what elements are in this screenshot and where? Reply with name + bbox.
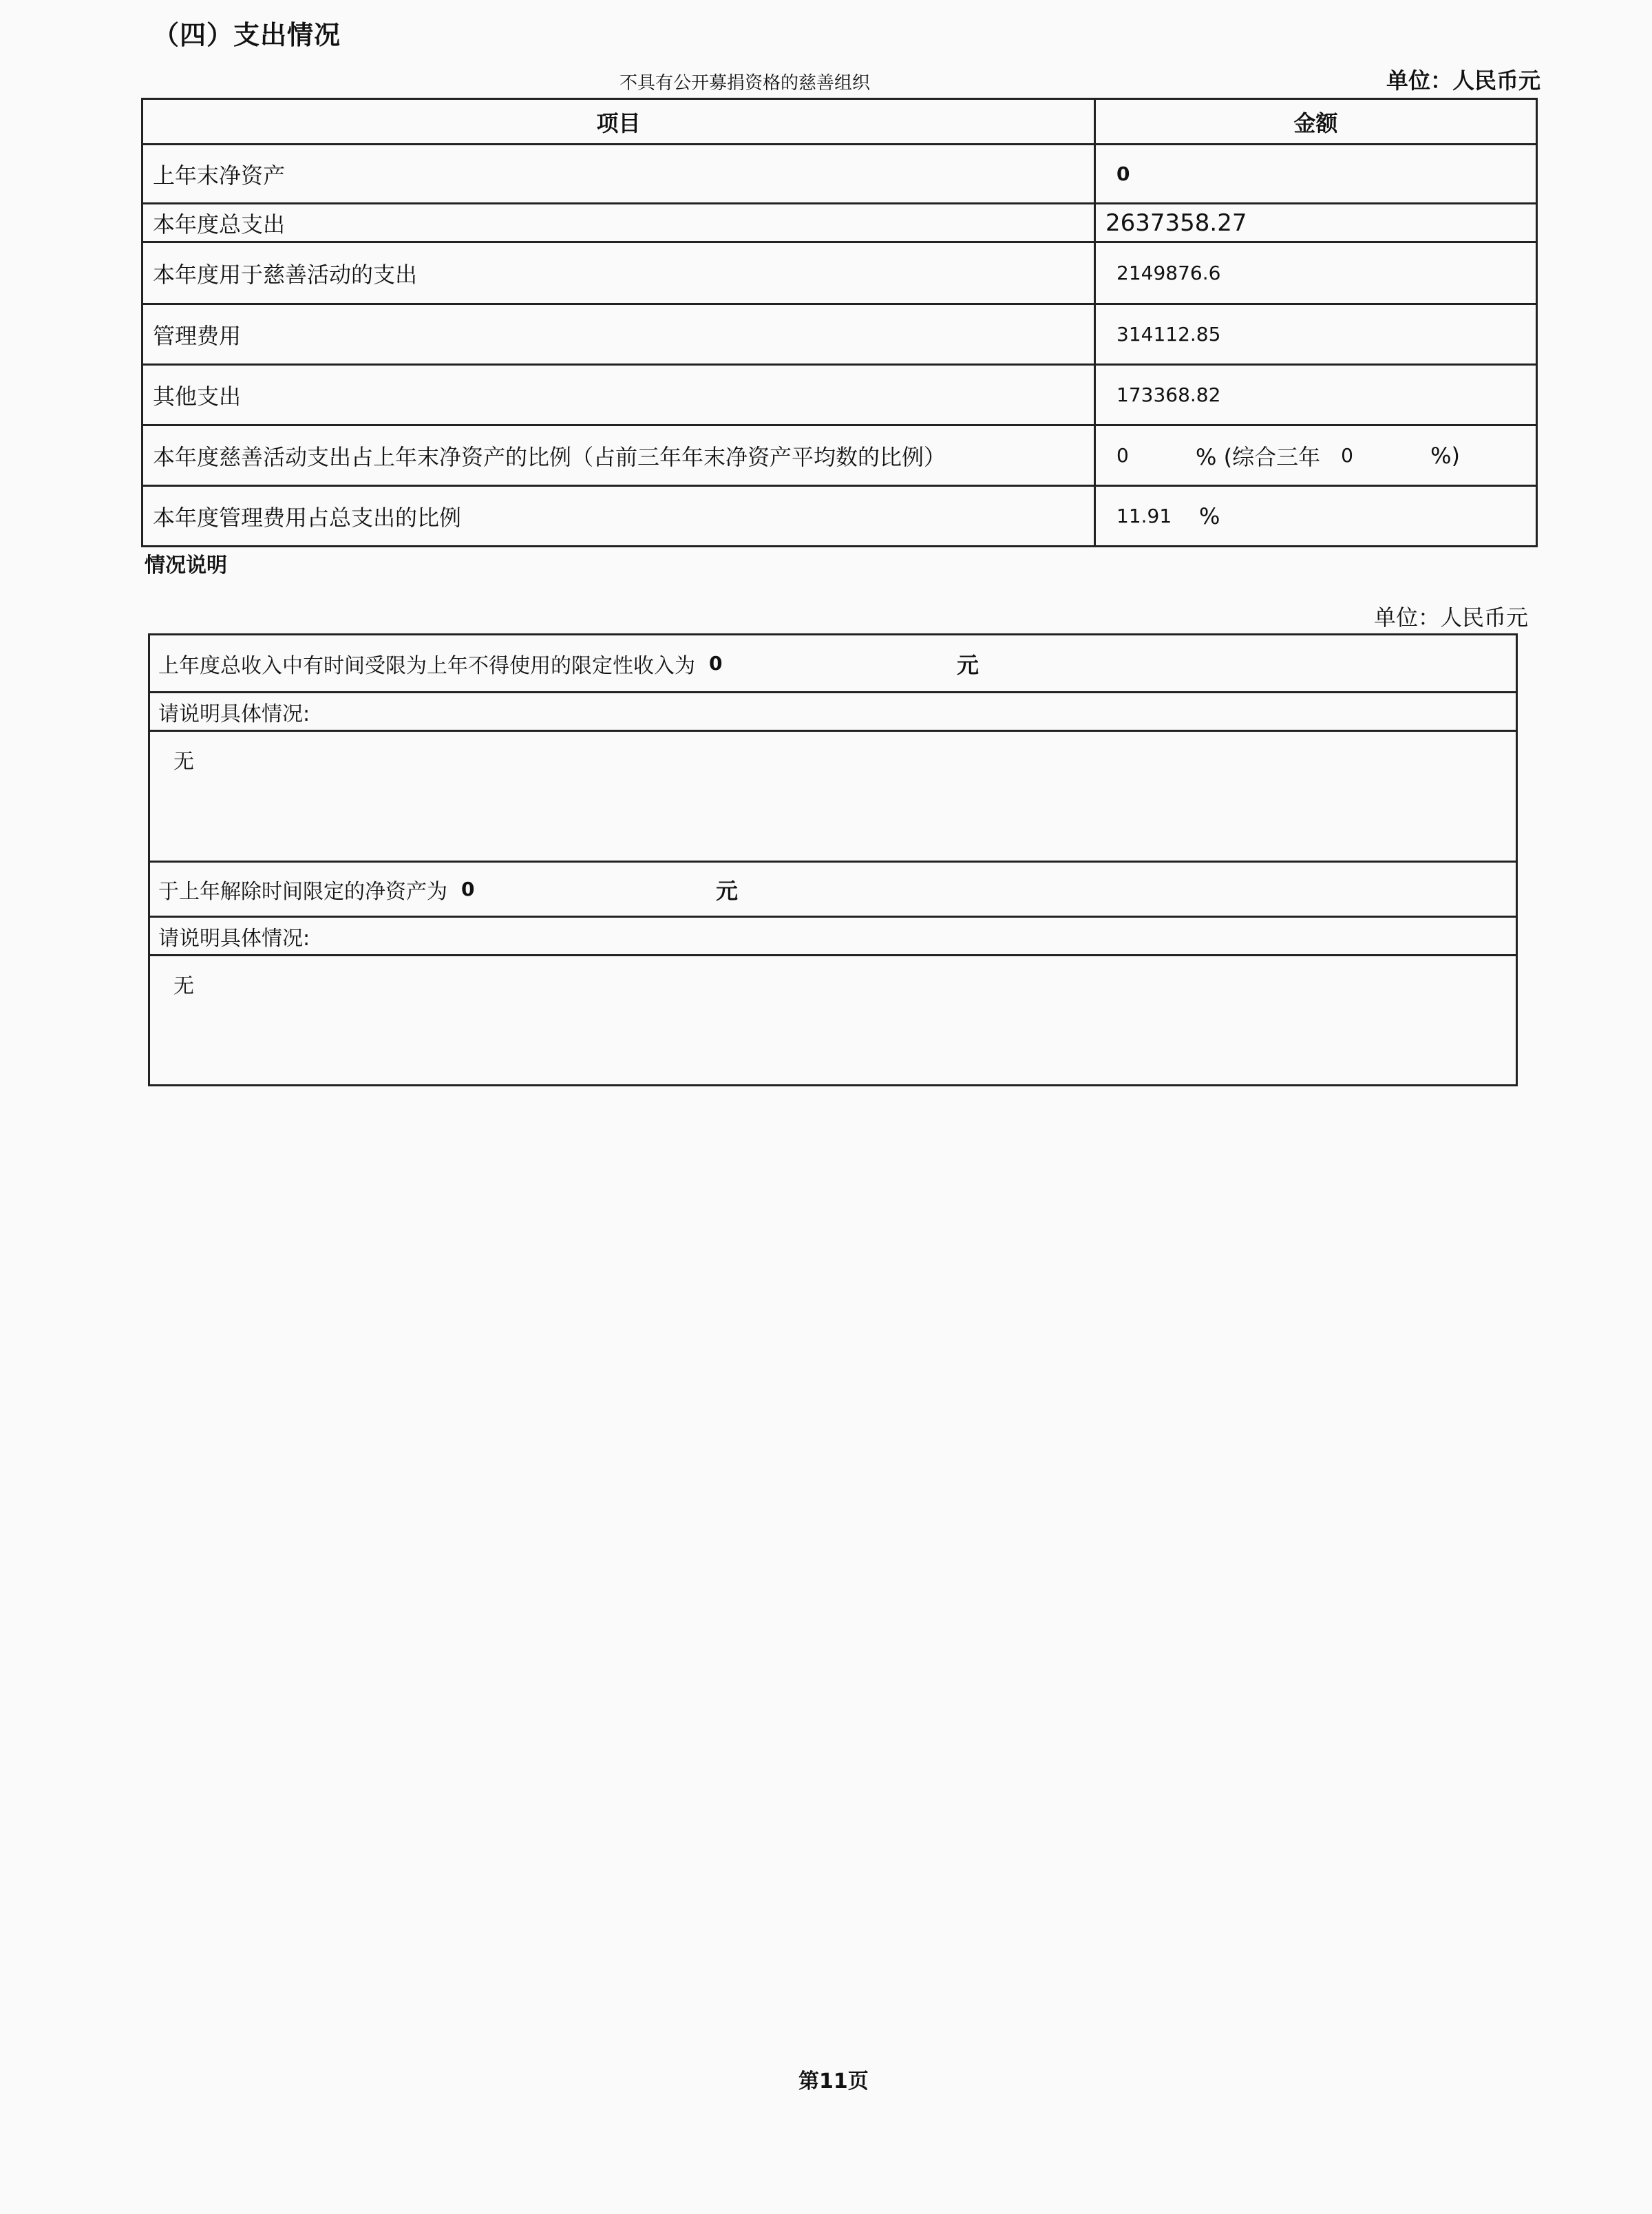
table-row bbox=[142, 365, 1537, 425]
restricted-income-row bbox=[150, 635, 1516, 693]
table-row bbox=[142, 204, 1537, 242]
row-label-management-ratio: 本年度管理费用占总支出的比例 bbox=[142, 486, 1095, 547]
charity-ratio-value: 0 bbox=[1116, 444, 1129, 467]
explain-label-row-1 bbox=[150, 693, 1516, 732]
table-row bbox=[142, 425, 1537, 486]
notes-box bbox=[148, 633, 1518, 1086]
explain-text-2: 无 bbox=[173, 974, 194, 998]
unit-label: 单位：人民币元 bbox=[1386, 67, 1540, 94]
table-row bbox=[142, 304, 1537, 365]
row-value-management-ratio bbox=[1095, 486, 1537, 547]
row-label-prior-net-assets: 上年末净资产 bbox=[142, 145, 1095, 204]
header-amount: 金额 bbox=[1095, 99, 1537, 145]
explain-text-area-1 bbox=[150, 732, 1516, 863]
explain-text-1: 无 bbox=[173, 750, 194, 774]
restricted-income-currency: 元 bbox=[957, 651, 979, 678]
three-year-ratio-end: %) bbox=[1430, 442, 1460, 469]
notes-heading: 情况说明 bbox=[145, 554, 227, 578]
restricted-income-value: 0 bbox=[709, 652, 723, 675]
management-ratio-value: 11.91 bbox=[1116, 505, 1172, 527]
explain-text-area-2 bbox=[150, 956, 1516, 1084]
section-title: （四）支出情况 bbox=[153, 20, 341, 50]
row-value-other-expenditure: 173368.82 bbox=[1095, 365, 1537, 425]
notes-unit-label: 单位：人民币元 bbox=[1373, 604, 1528, 631]
row-label-other-expenditure: 其他支出 bbox=[142, 365, 1095, 425]
table-row bbox=[142, 242, 1537, 304]
table-header-row bbox=[142, 99, 1537, 145]
row-label-charity-expenditure: 本年度用于慈善活动的支出 bbox=[142, 242, 1095, 304]
explain-label-1: 请说明具体情况: bbox=[158, 702, 310, 726]
header-item: 项目 bbox=[142, 99, 1095, 145]
row-label-management-fees: 管理费用 bbox=[142, 304, 1095, 365]
row-value-total-expenditure: 2637358.27 bbox=[1095, 204, 1537, 242]
released-assets-row bbox=[150, 863, 1516, 918]
explain-label-row-2 bbox=[150, 918, 1516, 956]
expenditure-table bbox=[141, 98, 1538, 547]
management-ratio-percent: % bbox=[1199, 503, 1220, 529]
released-assets-label: 于上年解除时间限定的净资产为 bbox=[158, 879, 447, 904]
table-caption: 不具有公开募捐资格的慈善组织 bbox=[620, 73, 871, 94]
row-label-total-expenditure: 本年度总支出 bbox=[142, 204, 1095, 242]
row-value-charity-ratio bbox=[1095, 425, 1537, 486]
row-value-charity-expenditure: 2149876.6 bbox=[1095, 242, 1537, 304]
table-row bbox=[142, 486, 1537, 547]
charity-ratio-text: % (综合三年 bbox=[1196, 443, 1321, 470]
released-assets-value: 0 bbox=[461, 878, 475, 900]
page-number: 第11页 bbox=[798, 2069, 869, 2094]
row-label-charity-ratio: 本年度慈善活动支出占上年末净资产的比例（占前三年年末净资产平均数的比例） bbox=[142, 425, 1095, 486]
three-year-ratio-value: 0 bbox=[1341, 444, 1353, 467]
row-value-prior-net-assets: 0 bbox=[1095, 145, 1537, 204]
table-row bbox=[142, 145, 1537, 204]
released-assets-currency: 元 bbox=[716, 877, 739, 904]
restricted-income-label: 上年度总收入中有时间受限为上年不得使用的限定性收入为 bbox=[158, 653, 695, 678]
row-value-management-fees: 314112.85 bbox=[1095, 304, 1537, 365]
explain-label-2: 请说明具体情况: bbox=[158, 926, 310, 951]
